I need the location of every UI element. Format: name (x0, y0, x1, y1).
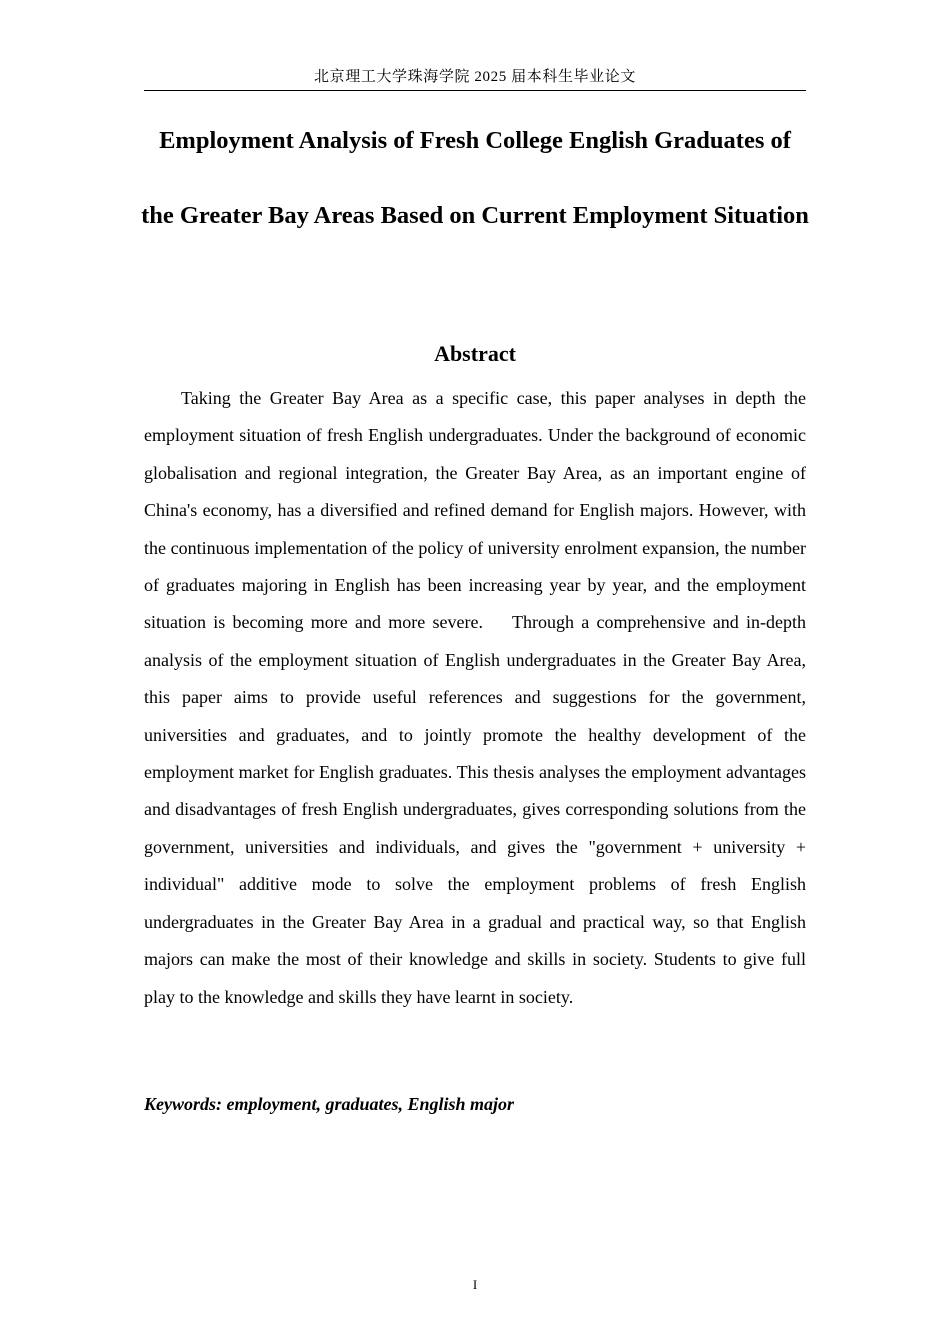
keywords-line: Keywords: employment, graduates, English major (144, 1094, 515, 1114)
abstract-body: Taking the Greater Bay Area as a specific case, this paper analyses in depth the employment situation of fresh English undergraduates. Under the background of economic globalisation and regional integration, the Greater Bay Area, as an important engine of China's economy, has a diversified and refined demand for English majors. However, with the continuous implementation of the policy of university enrolment expansion, the number of graduates majoring in English has been increasing year by year, and the employment situation is becoming more and more severe. Through a comprehensive and in-depth analysis of the employment situation of English undergraduates in the Greater Bay Area, this paper aims to provide useful references and suggestions for the government, universities and graduates, and to jointly promote the healthy development of the employment market for English graduates. This thesis analyses the employment advantages and disadvantages of fresh English undergraduates, gives corresponding solutions from the government, universities and individuals, and gives the "government + university + individual" additive mode to solve the employment problems of fresh English undergraduates in the Greater Bay Area in a gradual and practical way, so that English majors can make the most of their knowledge and skills in society. Students to give full play to the knowledge and skills they have learnt in society. (144, 388, 806, 1007)
paper-title: Employment Analysis of Fresh College English Graduates of the Greater Bay Areas Based on Current Employment Situation (141, 127, 809, 229)
abstract-heading: Abstract (434, 341, 516, 366)
header-rule (144, 90, 806, 91)
running-header: 北京理工大学珠海学院 2025 届本科生毕业论文 (314, 69, 636, 85)
page-number: I (472, 1277, 478, 1292)
